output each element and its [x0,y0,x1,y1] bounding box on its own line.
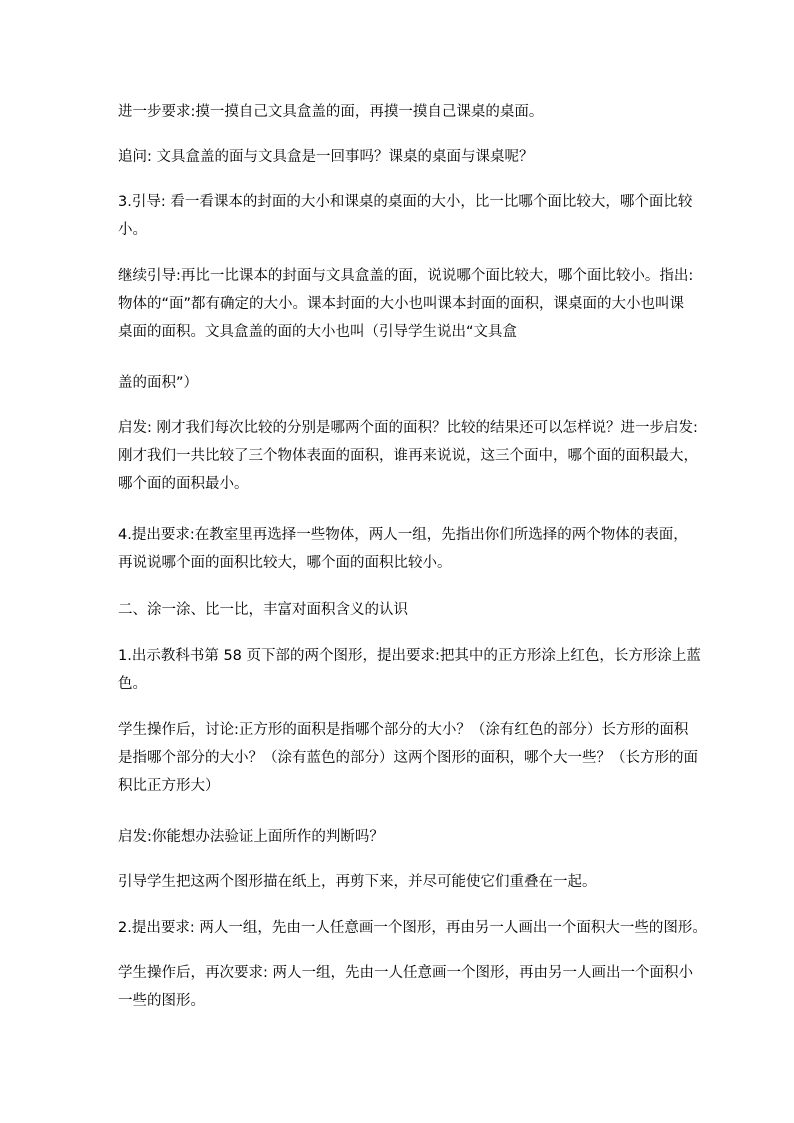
paragraph [118,959,693,1015]
text-line: 学生操作后，再次要求: 两人一组，先由一人任意画一个图形，再由另一人画出一个面积小 [118,965,693,981]
text-line: 引导学生把这两个图形描在纸上，再剪下来，并尽可能使它们重叠在一起。 [118,874,597,890]
text-line: 学生操作后，讨论:正方形的面积是指哪个部分的大小？（涂有红色的部分）长方形的面积 [118,722,689,738]
text-line: 小。 [118,222,147,238]
text-line: 3.引导: 看一看课本的封面的大小和课桌的桌面的大小，比一比哪个面比较大，哪个面比较 [118,194,693,210]
text-line: 追问: 文具盒盖的面与文具盒是一回事吗？课桌的桌面与课桌呢？ [118,149,534,165]
paragraph [118,716,698,800]
paragraph [118,642,701,698]
paragraph [118,868,684,896]
text-line: 是指哪个部分的大小？（涂有蓝色的部分）这两个图形的面积，哪个大一些？（长方形的面 [118,750,698,766]
text-line: 二、涂一涂、比一比，丰富对面积含义的认识 [118,602,408,618]
text-line: 哪个面的面积最小。 [118,476,249,492]
paragraph [118,914,707,942]
text-line: 色。 [118,676,147,692]
text-line: 桌面的面积。文具盒盖的面的大小也叫（引导学生说出“文具盒 [118,324,518,340]
paragraph [118,188,693,244]
text-line: 进一步要求:摸一摸自己文具盒盖的面，再摸一摸自己课桌的桌面。 [118,104,544,120]
paragraph [118,143,684,171]
paragraph [118,369,684,397]
paragraph [118,262,694,346]
text-line: 4.提出要求:在教室里再选择一些物体，两人一组，先指出你们所选择的两个物体的表面， [118,527,688,543]
text-line: 盖的面积”） [118,375,199,391]
paragraph [118,521,688,577]
paragraph [118,823,684,851]
text-line: 一些的图形。 [118,993,205,1009]
text-line: 刚才我们一共比较了三个物体表面的面积，谁再来说说，这三个面中，哪个面的面积最大， [118,448,698,464]
paragraph [118,98,684,126]
paragraph [118,414,698,498]
text-line: 启发: 刚才我们每次比较的分别是哪两个面的面积？比较的结果还可以怎样说？进一步启发: [118,420,698,436]
text-line: 启发:你能想办法验证上面所作的判断吗？ [118,829,384,845]
text-line: 物体的“面”都有确定的大小。课本封面的大小也叫课本封面的面积，课桌面的大小也叫课 [118,296,685,312]
text-line: 再说说哪个面的面积比较大，哪个面的面积比较小。 [118,555,452,571]
section-heading [118,596,684,624]
text-line: 积比正方形大） [118,778,220,794]
text-line: 继续引导:再比一比课本的封面与文具盒盖的面，说说哪个面比较大，哪个面比较小。指出: [118,268,694,284]
text-line: 1.出示教科书第 58 页下部的两个图形，提出要求:把其中的正方形涂上红色，长方形涂上蓝 [118,648,701,664]
text-line: 2.提出要求: 两人一组，先由一人任意画一个图形，再由另一人画出一个面积大一些的图形。 [118,920,707,936]
